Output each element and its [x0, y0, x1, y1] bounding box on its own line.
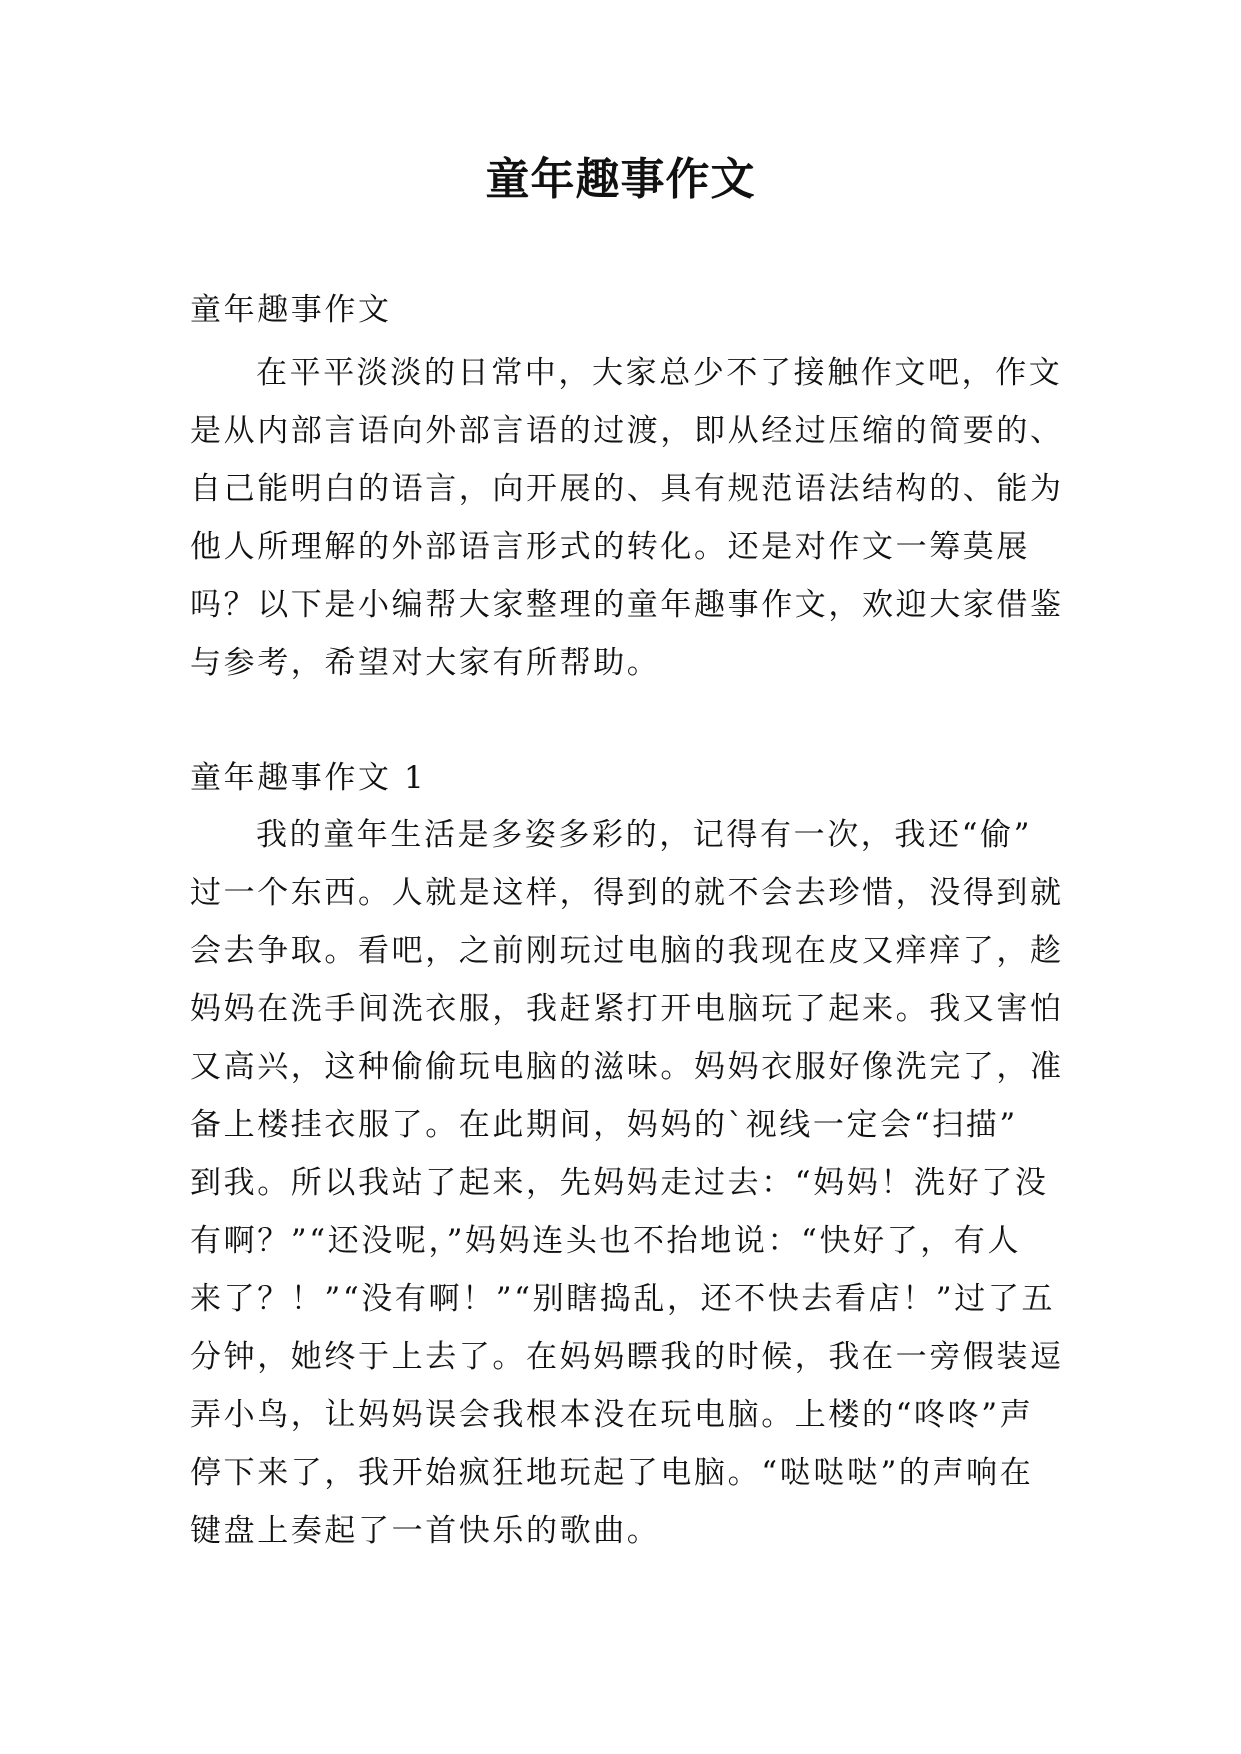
- essay1-line-8: 有啊？”“还没呢，”妈妈连头也不抬地说：“快好了，有人: [190, 1223, 1022, 1259]
- essay1-heading: 童年趣事作文 1: [190, 760, 427, 796]
- intro-line-2: 是从内部言语向外部言语的过渡，即从经过压缩的简要的、: [190, 413, 1064, 449]
- essay1-line-10: 分钟，她终于上去了。在妈妈瞟我的时候，我在一旁假装逗: [190, 1339, 1064, 1375]
- intro-line-5: 吗？以下是小编帮大家整理的童年趣事作文，欢迎大家借鉴: [190, 587, 1064, 623]
- essay1-line-3: 会去争取。看吧，之前刚玩过电脑的我现在皮又痒痒了，趁: [190, 933, 1064, 969]
- intro-line-3: 自己能明白的语言，向开展的、具有规范语法结构的、能为: [190, 471, 1064, 507]
- intro-line-6: 与参考，希望对大家有所帮助。: [190, 645, 661, 681]
- essay1-line-13: 键盘上奏起了一首快乐的歌曲。: [190, 1513, 661, 1549]
- essay1-line-6: 备上楼挂衣服了。在此期间，妈妈的`视线一定会“扫描”: [190, 1107, 1018, 1143]
- essay1-line-12: 停下来了，我开始疯狂地玩起了电脑。“哒哒哒”的声响在: [190, 1455, 1034, 1491]
- essay1-line-7: 到我。所以我站了起来，先妈妈走过去：“妈妈！洗好了没: [190, 1165, 1049, 1201]
- essay1-line-9: 来了？！”“没有啊！”“别瞎捣乱，还不快去看店！”过了五: [190, 1281, 1056, 1317]
- essay1-line-11: 弄小鸟，让妈妈误会我根本没在玩电脑。上楼的“咚咚”声: [190, 1397, 1034, 1433]
- essay1-line-4: 妈妈在洗手间洗衣服，我赶紧打开电脑玩了起来。我又害怕: [190, 991, 1064, 1027]
- document-title: 童年趣事作文: [485, 154, 756, 205]
- essay1-line-2: 过一个东西。人就是这样，得到的就不会去珍惜，没得到就: [190, 875, 1064, 911]
- intro-heading: 童年趣事作文: [190, 292, 392, 328]
- intro-line-4: 他人所理解的外部语言形式的转化。还是对作文一筹莫展: [190, 529, 1030, 565]
- intro-line-1: 在平平淡淡的日常中，大家总少不了接触作文吧，作文: [256, 355, 1063, 391]
- essay1-line-5: 又高兴，这种偷偷玩电脑的滋味。妈妈衣服好像洗完了，准: [190, 1049, 1064, 1085]
- essay1-line-1: 我的童年生活是多姿多彩的，记得有一次，我还“偷”: [256, 817, 1033, 853]
